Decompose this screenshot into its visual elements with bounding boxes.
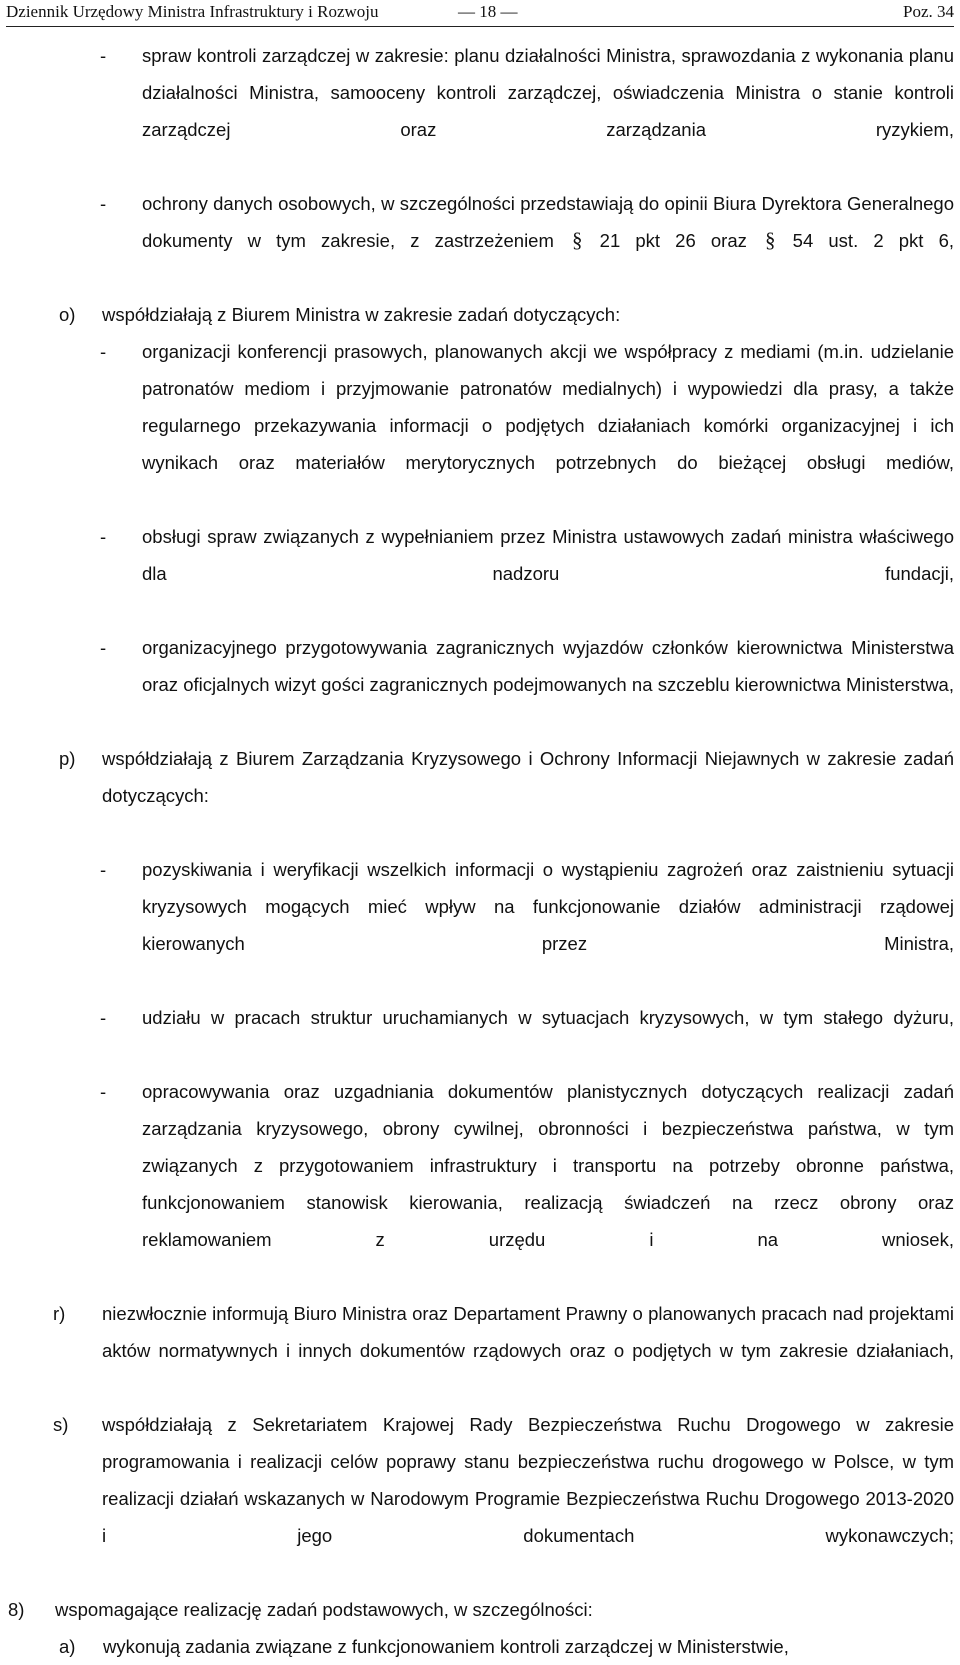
item-label: -	[100, 193, 107, 214]
list-item	[0, 1073, 960, 1295]
list-item	[0, 740, 960, 851]
list-item	[0, 1295, 960, 1406]
item-label: -	[100, 526, 107, 547]
item-text: wspomagające realizację zadań podstawowych, w szczególności:	[55, 1599, 593, 1620]
item-text: organizacyjnego przygotowywania zagranicznych wyjazdów członków kierownictwa Ministerstwa oraz oficjalnych wizyt gości zagranicznych podejmowanych na szczeblu kierownictwa Ministerstwa,	[142, 637, 954, 695]
list-item	[0, 518, 960, 629]
list-item	[0, 999, 960, 1073]
document-body	[0, 37, 960, 1665]
item-label: -	[100, 1081, 107, 1102]
header-rule	[6, 26, 954, 27]
list-item	[0, 629, 960, 740]
item-text	[142, 185, 954, 296]
journal-title: Dziennik Urzędowy Ministra Infrastruktury i Rozwoju	[6, 2, 379, 21]
item-text-part: 54 ust. 2 pkt 6,	[792, 230, 955, 251]
item-text: pozyskiwania i weryfikacji wszelkich informacji o wystąpieniu zagrożeń oraz zaistnieniu sytuacji kryzysowych mogących mieć wpływ na funkcjonowanie działów administracji rządowej kierowanych przez Ministra,	[142, 859, 954, 954]
item-label: 8)	[8, 1599, 25, 1620]
section-symbol: §	[572, 228, 582, 252]
list-item	[0, 333, 960, 518]
item-text: organizacji konferencji prasowych, planowanych akcji we współpracy z mediami (m.in. udzielanie patronatów mediom i przyjmowanie patronatów medialnych) i wypowiedzi dla prasy, a także regularnego przekazywania informacji o podjętych działaniach komórki organizacyjnej i ich wynikach oraz materiałów merytorycznych potrzebnych do bieżącej obsługi mediów,	[142, 341, 954, 473]
list-item	[0, 185, 960, 296]
list-item	[0, 296, 960, 333]
item-text: opracowywania oraz uzgadniania dokumentów planistycznych dotyczących realizacji zadań zarządzania kryzysowego, obrony cywilnej, obronności i bezpieczeństwa państwa, w tym związanych z przygotowaniem infrastruktury i transportu na potrzeby obronne państwa, funkcjonowaniem stanowisk kierowania, realizacją świadczeń na rzecz obrony oraz reklamowaniem z urzędu i na wniosek,	[142, 1081, 954, 1250]
list-item	[0, 851, 960, 999]
list-item	[0, 1591, 960, 1628]
item-label: -	[100, 637, 107, 658]
item-text: niezwłocznie informują Biuro Ministra oraz Departament Prawny o planowanych pracach nad projektami aktów normatywnych i innych dokumentów rządowych oraz o podjętych w tym zakresie działaniach,	[102, 1303, 954, 1361]
section-symbol: §	[765, 228, 775, 252]
item-text: spraw kontroli zarządczej w zakresie: planu działalności Ministra, sprawozdania z wykonania planu działalności Ministra, samooceny kontroli zarządczej, oświadczenia Ministra o stanie kontroli zarządczej oraz zarządzania ryzykiem,	[142, 45, 954, 140]
position-number: Poz. 34	[903, 2, 954, 21]
item-label: -	[100, 45, 107, 66]
list-item	[0, 1406, 960, 1591]
item-label: p)	[59, 748, 76, 769]
item-label: r)	[53, 1303, 66, 1324]
list-item	[0, 1628, 960, 1665]
page-number: — 18 —	[458, 2, 518, 21]
list-item	[0, 37, 960, 185]
item-text: obsługi spraw związanych z wypełnianiem przez Ministra ustawowych zadań ministra właściwego dla nadzoru fundacji,	[142, 526, 954, 584]
item-label: a)	[59, 1636, 76, 1657]
item-label: -	[100, 1007, 107, 1028]
item-text: wykonują zadania związane z funkcjonowaniem kontroli zarządczej w Ministerstwie,	[103, 1636, 789, 1657]
item-text-part: ochrony danych osobowych, w szczególności przedstawiają do opinii Biura Dyrektora Generalnego dokumenty w tym zakresie, z zastrzeżeniem	[142, 193, 954, 251]
item-text-part: 21 pkt 26 oraz	[599, 230, 747, 251]
item-text: współdziałają z Sekretariatem Krajowej Rady Bezpieczeństwa Ruchu Drogowego w zakresie programowania i realizacji celów poprawy stanu bezpieczeństwa ruchu drogowego w Polsce, w tym realizacji działań wskazanych w Narodowym Programie Bezpieczeństwa Ruchu Drogowego 2013-2020 i jego dokumentach wykonawczych;	[102, 1414, 954, 1546]
item-label: -	[100, 341, 107, 362]
item-text: współdziałają z Biurem Ministra w zakresie zadań dotyczących:	[102, 304, 621, 325]
item-label: s)	[53, 1414, 69, 1435]
item-label: o)	[59, 304, 76, 325]
page-header	[0, 0, 960, 26]
item-label: -	[100, 859, 107, 880]
item-text: współdziałają z Biurem Zarządzania Kryzysowego i Ochrony Informacji Niejawnych w zakresie zadań dotyczących:	[102, 748, 954, 806]
item-text: udziału w pracach struktur uruchamianych w sytuacjach kryzysowych, w tym stałego dyżuru,	[142, 1007, 954, 1028]
